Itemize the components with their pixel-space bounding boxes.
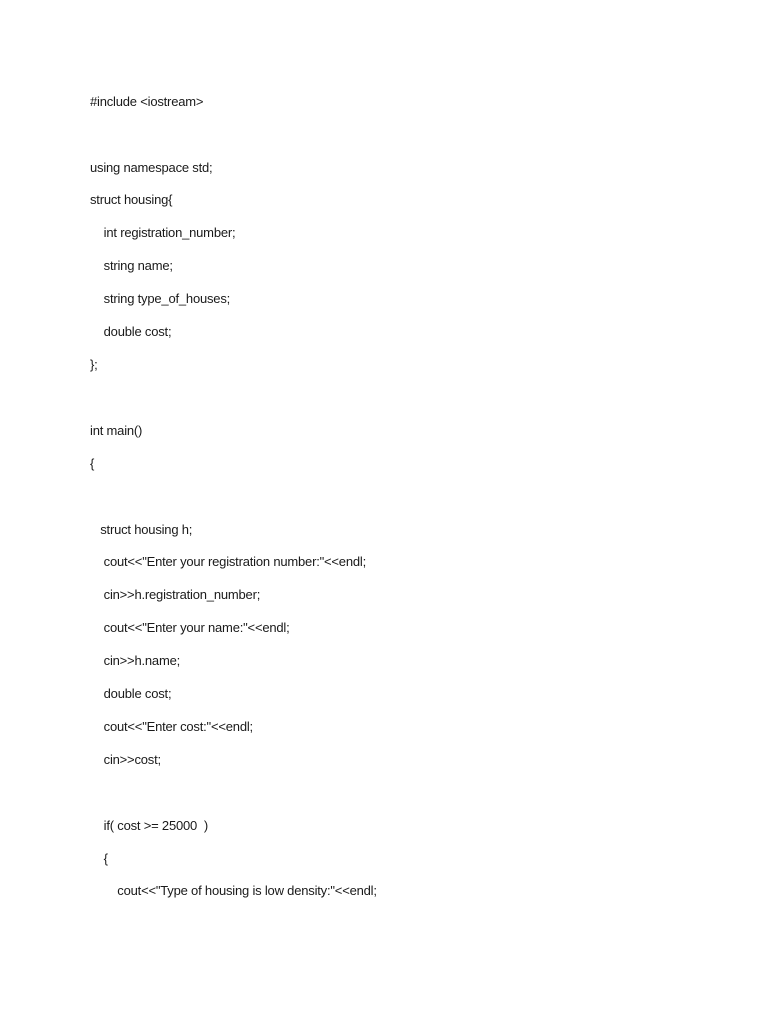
code-line-struct-decl: struct housing{ [90, 192, 173, 207]
code-line-if-condition: if( cost >= 25000 ) [90, 818, 209, 833]
code-line-output-type: cout<<"Type of housing is low density:"<<endl; [90, 883, 377, 898]
code-line-struct-close: }; [90, 357, 98, 372]
code-line-read-reg: cin>>h.registration_number; [90, 587, 261, 602]
code-line-read-cost: cin>>cost; [90, 752, 161, 767]
code-line-main-decl: int main() [90, 423, 143, 438]
code-line-field-reg: int registration_number; [90, 225, 236, 240]
code-line-struct-var: struct housing h; [90, 522, 193, 537]
code-line-if-open: { [90, 851, 108, 866]
code-line-using-namespace: using namespace std; [90, 160, 213, 175]
code-line-prompt-name: cout<<"Enter your name:"<<endl; [90, 620, 290, 635]
code-line-cost-decl: double cost; [90, 686, 172, 701]
code-line-field-name: string name; [90, 258, 173, 273]
code-line-prompt-reg: cout<<"Enter your registration number:"<<endl; [90, 554, 367, 569]
code-line-main-open: { [90, 456, 95, 471]
code-line-read-name: cin>>h.name; [90, 653, 181, 668]
code-line-field-cost: double cost; [90, 324, 172, 339]
code-line-include: #include <iostream> [90, 94, 204, 109]
code-line-field-type: string type_of_houses; [90, 291, 231, 306]
code-line-prompt-cost: cout<<"Enter cost:"<<endl; [90, 719, 253, 734]
